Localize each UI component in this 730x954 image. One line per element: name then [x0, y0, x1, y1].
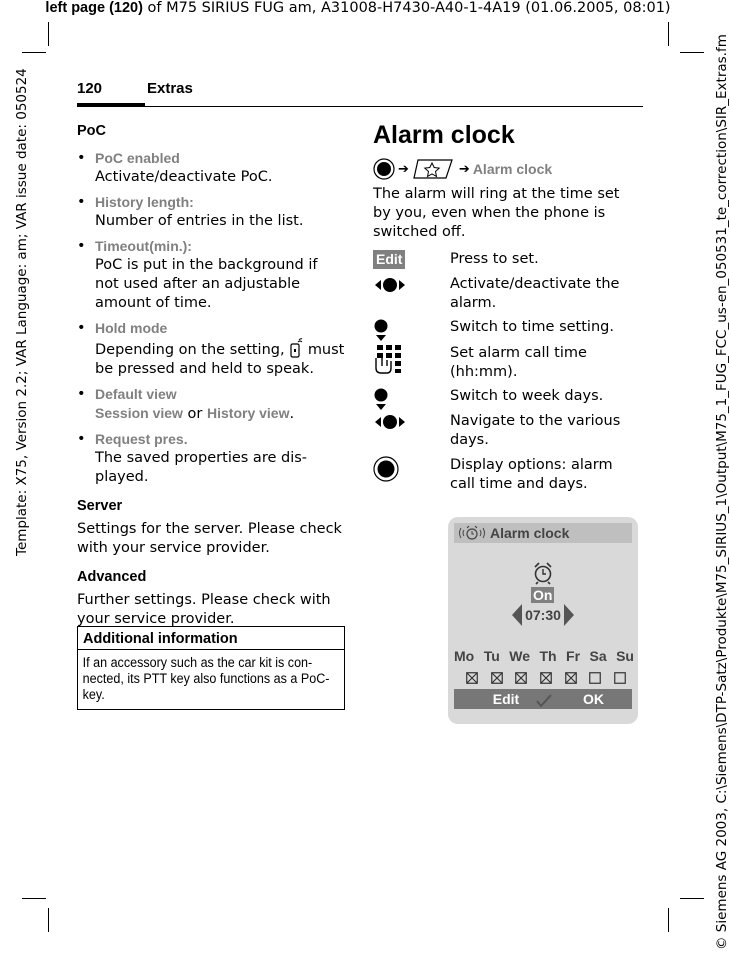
- alarm-clock-icon: [532, 561, 554, 585]
- weekday-label: Fr: [566, 648, 581, 664]
- page-number: 120: [77, 80, 103, 97]
- list-item: [77, 237, 345, 313]
- item-text: Session view or History view.: [95, 405, 295, 422]
- display-title: Alarm clock: [490, 525, 570, 541]
- weekday-labels: [454, 648, 634, 664]
- edit-softkey-icon: Edit: [373, 250, 405, 269]
- list-item: [77, 385, 345, 424]
- item-text: Number of entries in the list.: [95, 213, 304, 229]
- template-info: [14, 16, 32, 556]
- weekday-label: Su: [616, 648, 634, 664]
- phone-display: [448, 517, 638, 724]
- print-header-page: left page (120): [45, 0, 143, 16]
- nav-left-right-icon: [373, 412, 407, 432]
- left-column: [77, 122, 345, 629]
- template-info-text: Template: X75, Version 2.2; VAR Language: am; VAR issue date: 050524: [14, 68, 30, 556]
- advanced-heading: Advanced: [77, 569, 147, 585]
- advanced-text: Further settings. Please check with your service provider.: [77, 592, 331, 627]
- print-header-info: of M75 SIRIUS FUG am, A31008-H7430-A40-1-4A19 (01.06.2005, 08:01): [142, 0, 671, 16]
- item-label: • History length:: [95, 194, 194, 210]
- item-text: The saved properties are dis-played.: [95, 450, 308, 485]
- day-checkbox-checked[interactable]: [540, 672, 552, 684]
- center-key-icon: [373, 456, 399, 482]
- item-label: • PoC enabled: [95, 150, 180, 166]
- server-text: Settings for the server. Please check with your service provider.: [77, 521, 342, 556]
- info-title: Additional information: [83, 631, 238, 647]
- item-text: PoC is put in the background if not used after an adjustable amount of time.: [95, 257, 318, 311]
- weekday-label: Tu: [483, 648, 500, 664]
- item-label: • Request pres.: [95, 431, 188, 447]
- weekday-label: Sa: [589, 648, 607, 664]
- day-checkbox-unchecked[interactable]: [614, 672, 626, 684]
- instruction-text: Activate/deactivate the alarm.: [450, 276, 620, 311]
- nav-down-icon: [373, 387, 389, 411]
- copyright-info-text: © Siemens AG 2003, C:\Siemens\DTP-Satz\Produkte\M75_SIRIUS_1\Output\M75_1_FUG_FCC_us-en_050531_te_correction\SIR_Extras.fm: [714, 34, 730, 950]
- instruction-text: Navigate to the various days.: [450, 413, 621, 448]
- weekday-label: Mo: [454, 648, 475, 664]
- item-text: Activate/deactivate PoC.: [95, 169, 273, 185]
- weekday-label: Th: [539, 648, 557, 664]
- instruction-text: Press to set.: [450, 251, 539, 267]
- poc-heading: PoC: [77, 123, 106, 139]
- alarm-time[interactable]: 07:30: [525, 607, 561, 623]
- alarm-ringing-icon: [457, 524, 487, 542]
- list-item: [77, 149, 345, 187]
- additional-info-box: [77, 626, 345, 710]
- instruction-text: Set alarm call time (hh:mm).: [450, 345, 587, 380]
- nav-down-icon: [373, 318, 389, 342]
- item-label: • Hold mode: [95, 320, 168, 336]
- checkmark-icon: [536, 694, 552, 708]
- arrow-icon: ➔: [458, 161, 470, 177]
- copyright-info: [696, 34, 730, 950]
- header-rule: [77, 106, 643, 107]
- instruction-text: Switch to week days.: [450, 388, 604, 404]
- item-label: • Default view: [95, 386, 177, 402]
- list-item: [77, 319, 345, 379]
- path-label: Alarm clock: [472, 160, 553, 177]
- keypad-icon: [373, 344, 405, 374]
- section-title: Extras: [147, 80, 193, 97]
- intro-text: The alarm will ring at the time set by you, even when the phone is switched off.: [373, 186, 620, 240]
- day-checkbox-checked[interactable]: [466, 672, 478, 684]
- nav-left-right-icon: [373, 275, 407, 295]
- print-header: [0, 0, 716, 16]
- item-text: Depending on the setting, must be pressed and held to speak.: [95, 338, 345, 379]
- softkey-edit[interactable]: Edit: [454, 689, 558, 709]
- menu-path: [373, 158, 639, 180]
- day-checkbox-checked[interactable]: [491, 672, 503, 684]
- poc-list: [77, 149, 345, 487]
- day-checkbox-checked[interactable]: [515, 672, 527, 684]
- softkey-ok[interactable]: OK: [555, 689, 632, 709]
- day-checkbox-checked[interactable]: [565, 672, 577, 684]
- item-label: • Timeout(min.):: [95, 238, 192, 254]
- page-title: Alarm clock: [373, 121, 515, 149]
- day-checkbox-unchecked[interactable]: [589, 672, 601, 684]
- ptt-key-icon: [289, 338, 303, 358]
- center-key-icon: [373, 158, 395, 180]
- alarm-state[interactable]: On: [533, 587, 553, 603]
- arrow-icon: ➔: [398, 161, 409, 177]
- server-heading: Server: [77, 498, 123, 514]
- display-title-bar: [454, 523, 632, 543]
- instruction-text: Display options: alarm call time and days.: [450, 457, 613, 492]
- list-item: [77, 193, 345, 231]
- instruction-text: Switch to time setting.: [450, 319, 614, 335]
- list-item: [77, 430, 345, 487]
- info-text: If an accessory such as the car kit is con-nected, its PTT key also functions as a PoC-key.: [82, 655, 330, 702]
- weekday-checkboxes: [466, 672, 626, 684]
- extras-menu-icon: [412, 158, 456, 180]
- right-column: [373, 120, 639, 492]
- arrow-right-icon[interactable]: [564, 604, 574, 626]
- weekday-label: We: [509, 648, 530, 664]
